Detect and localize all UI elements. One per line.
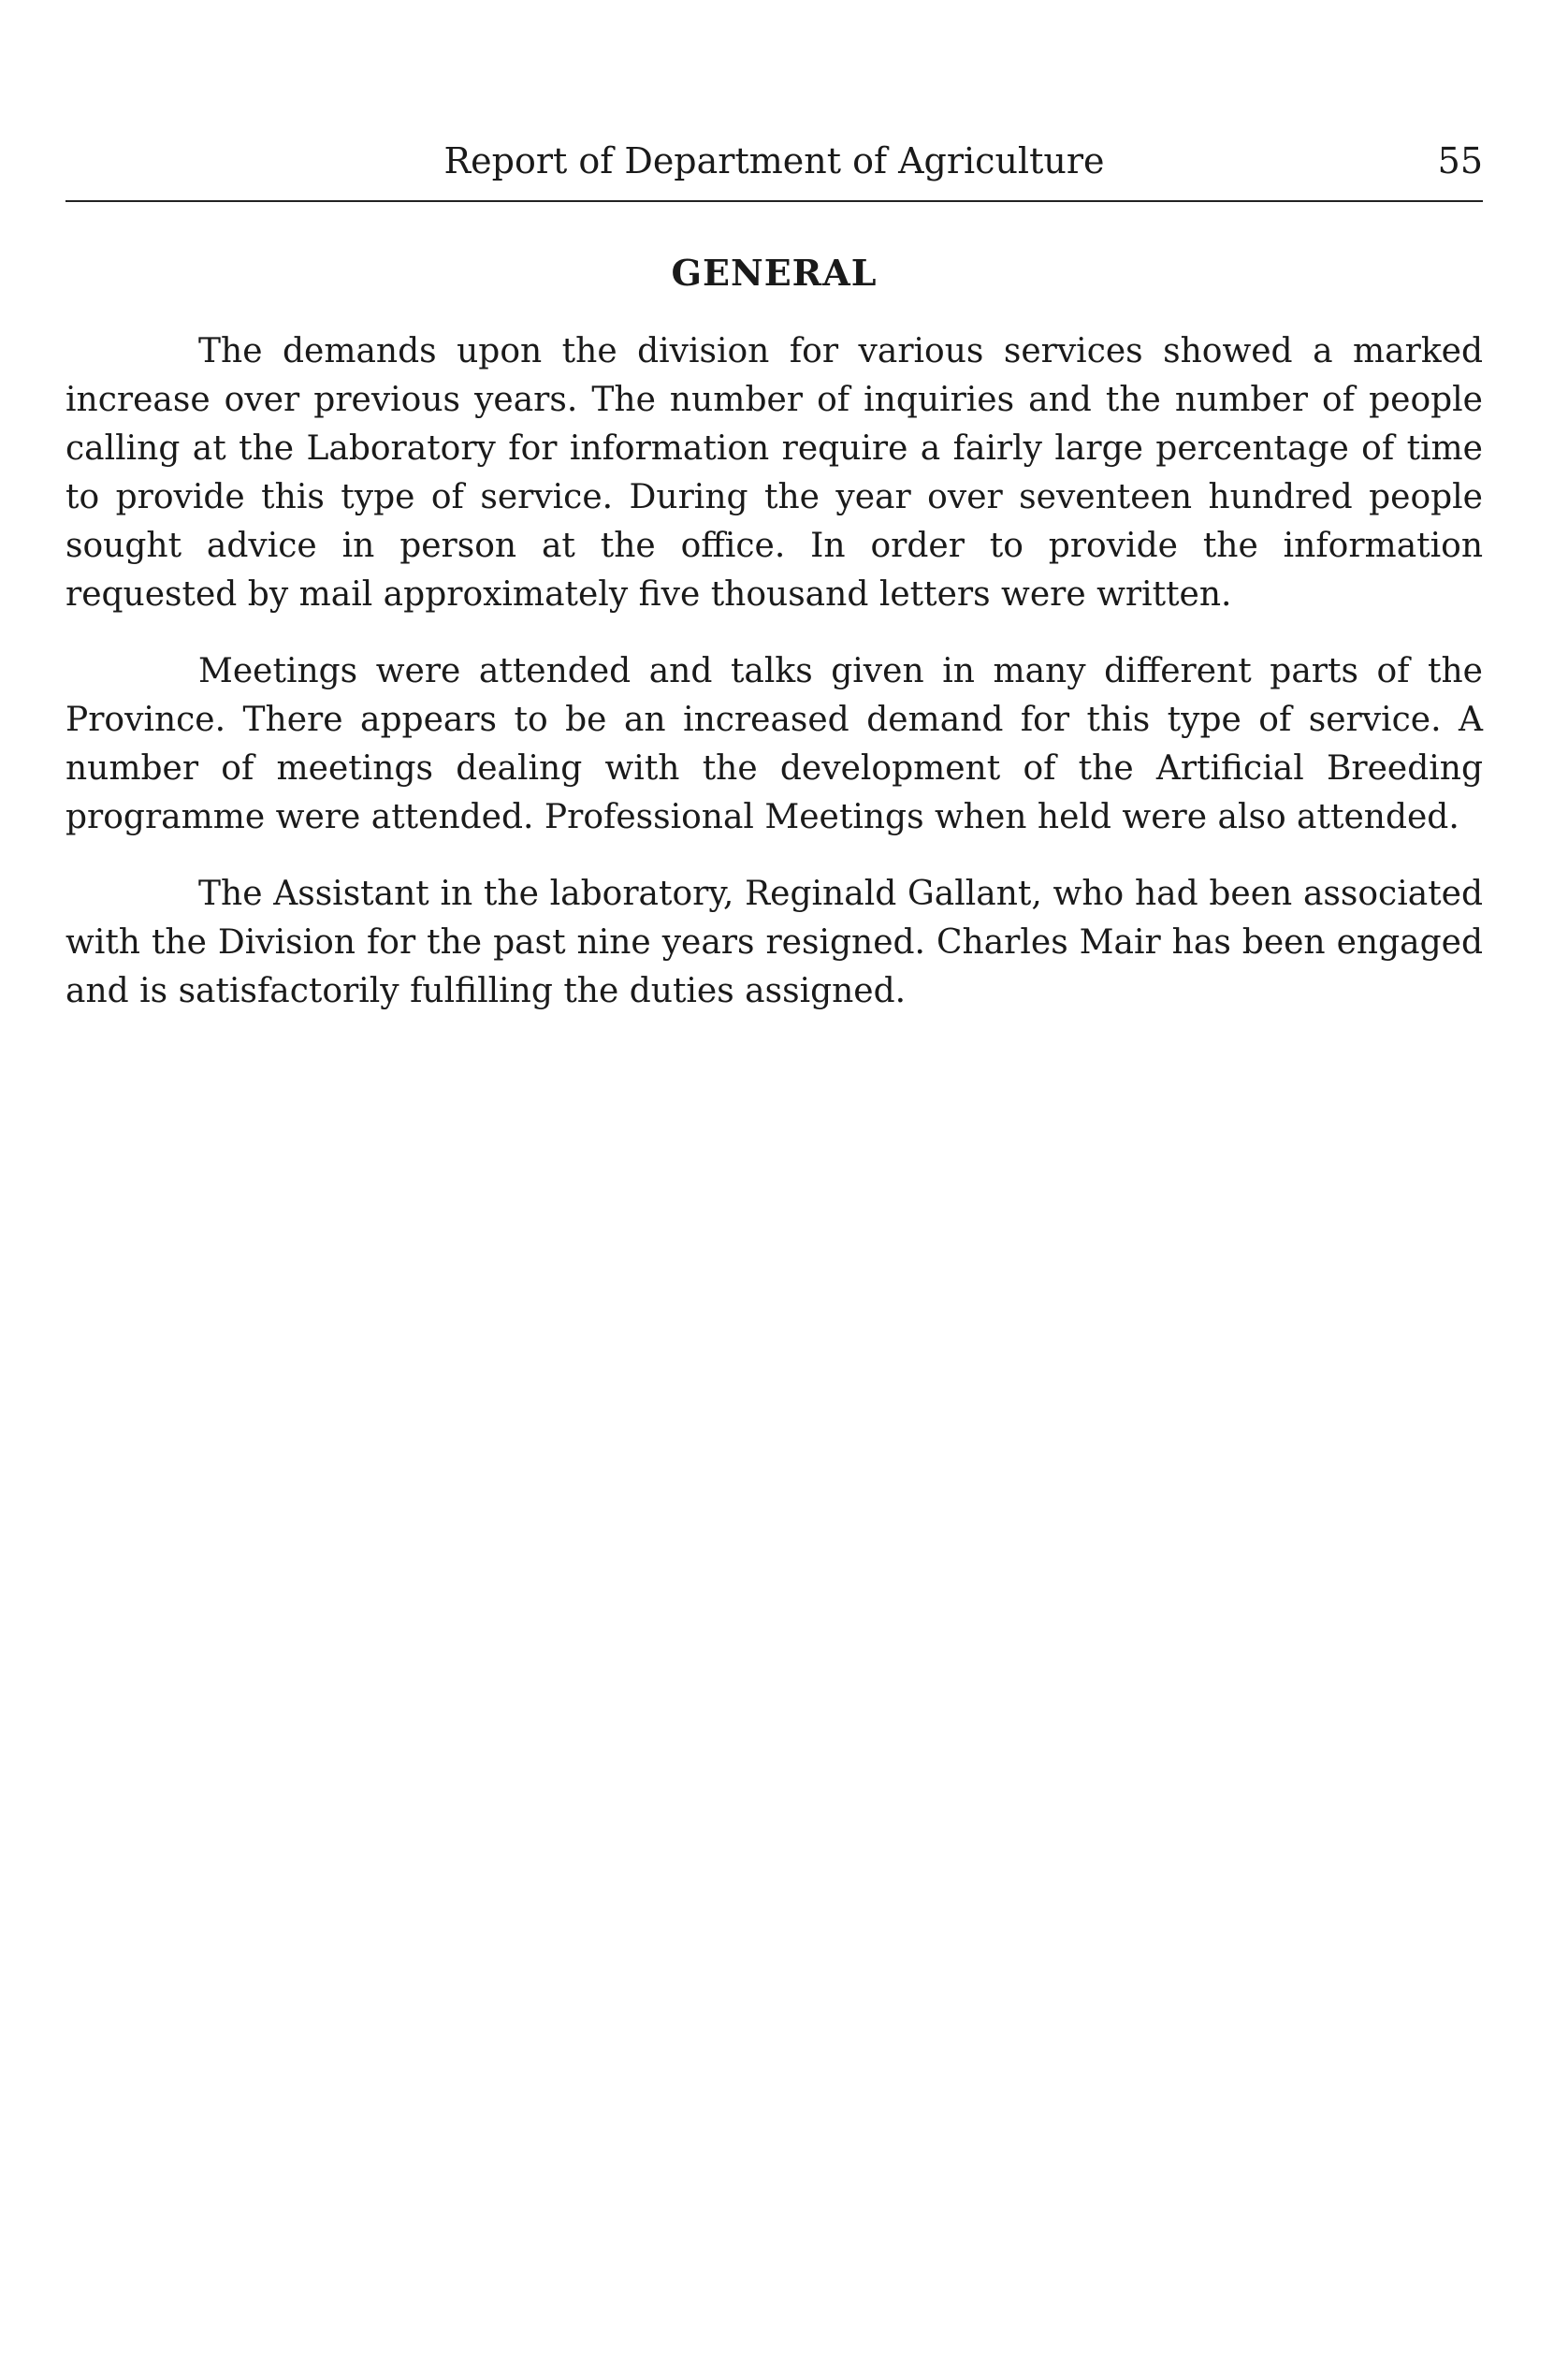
section-heading: GENERAL: [671, 252, 878, 294]
paragraph-meetings: Meetings were attended and talks given in many different parts of the Province. There appears to be an increased demand for this type of service. A number of meetings dealing with the development of the Artificial Breeding programme were attended. Professional Meetings when held were also attended.: [65, 652, 1483, 836]
body-text: [65, 327, 1483, 1044]
paragraph-services: The demands upon the division for various services showed a marked increase over previous years. The number of inquiries and the number of people calling at the Laboratory for information require a fairly large percentage of time to provide this type of service. During the year over seventeen hundred people sought advice in person at the office. In order to provide the information requested by mail approximately five thousand letters were written.: [65, 332, 1483, 614]
header-title: Report of Department of Agriculture: [443, 140, 1105, 181]
paragraph-staff: The Assistant in the laboratory, Reginald Gallant, who had been associated with the Division for the past nine years resigned. Charles Mair has been engaged and is satisfactorily fulfilling the duties assigned.: [65, 875, 1483, 1010]
header-divider: [65, 200, 1483, 202]
page-number: 55: [1437, 140, 1483, 181]
running-header: [65, 138, 1483, 183]
